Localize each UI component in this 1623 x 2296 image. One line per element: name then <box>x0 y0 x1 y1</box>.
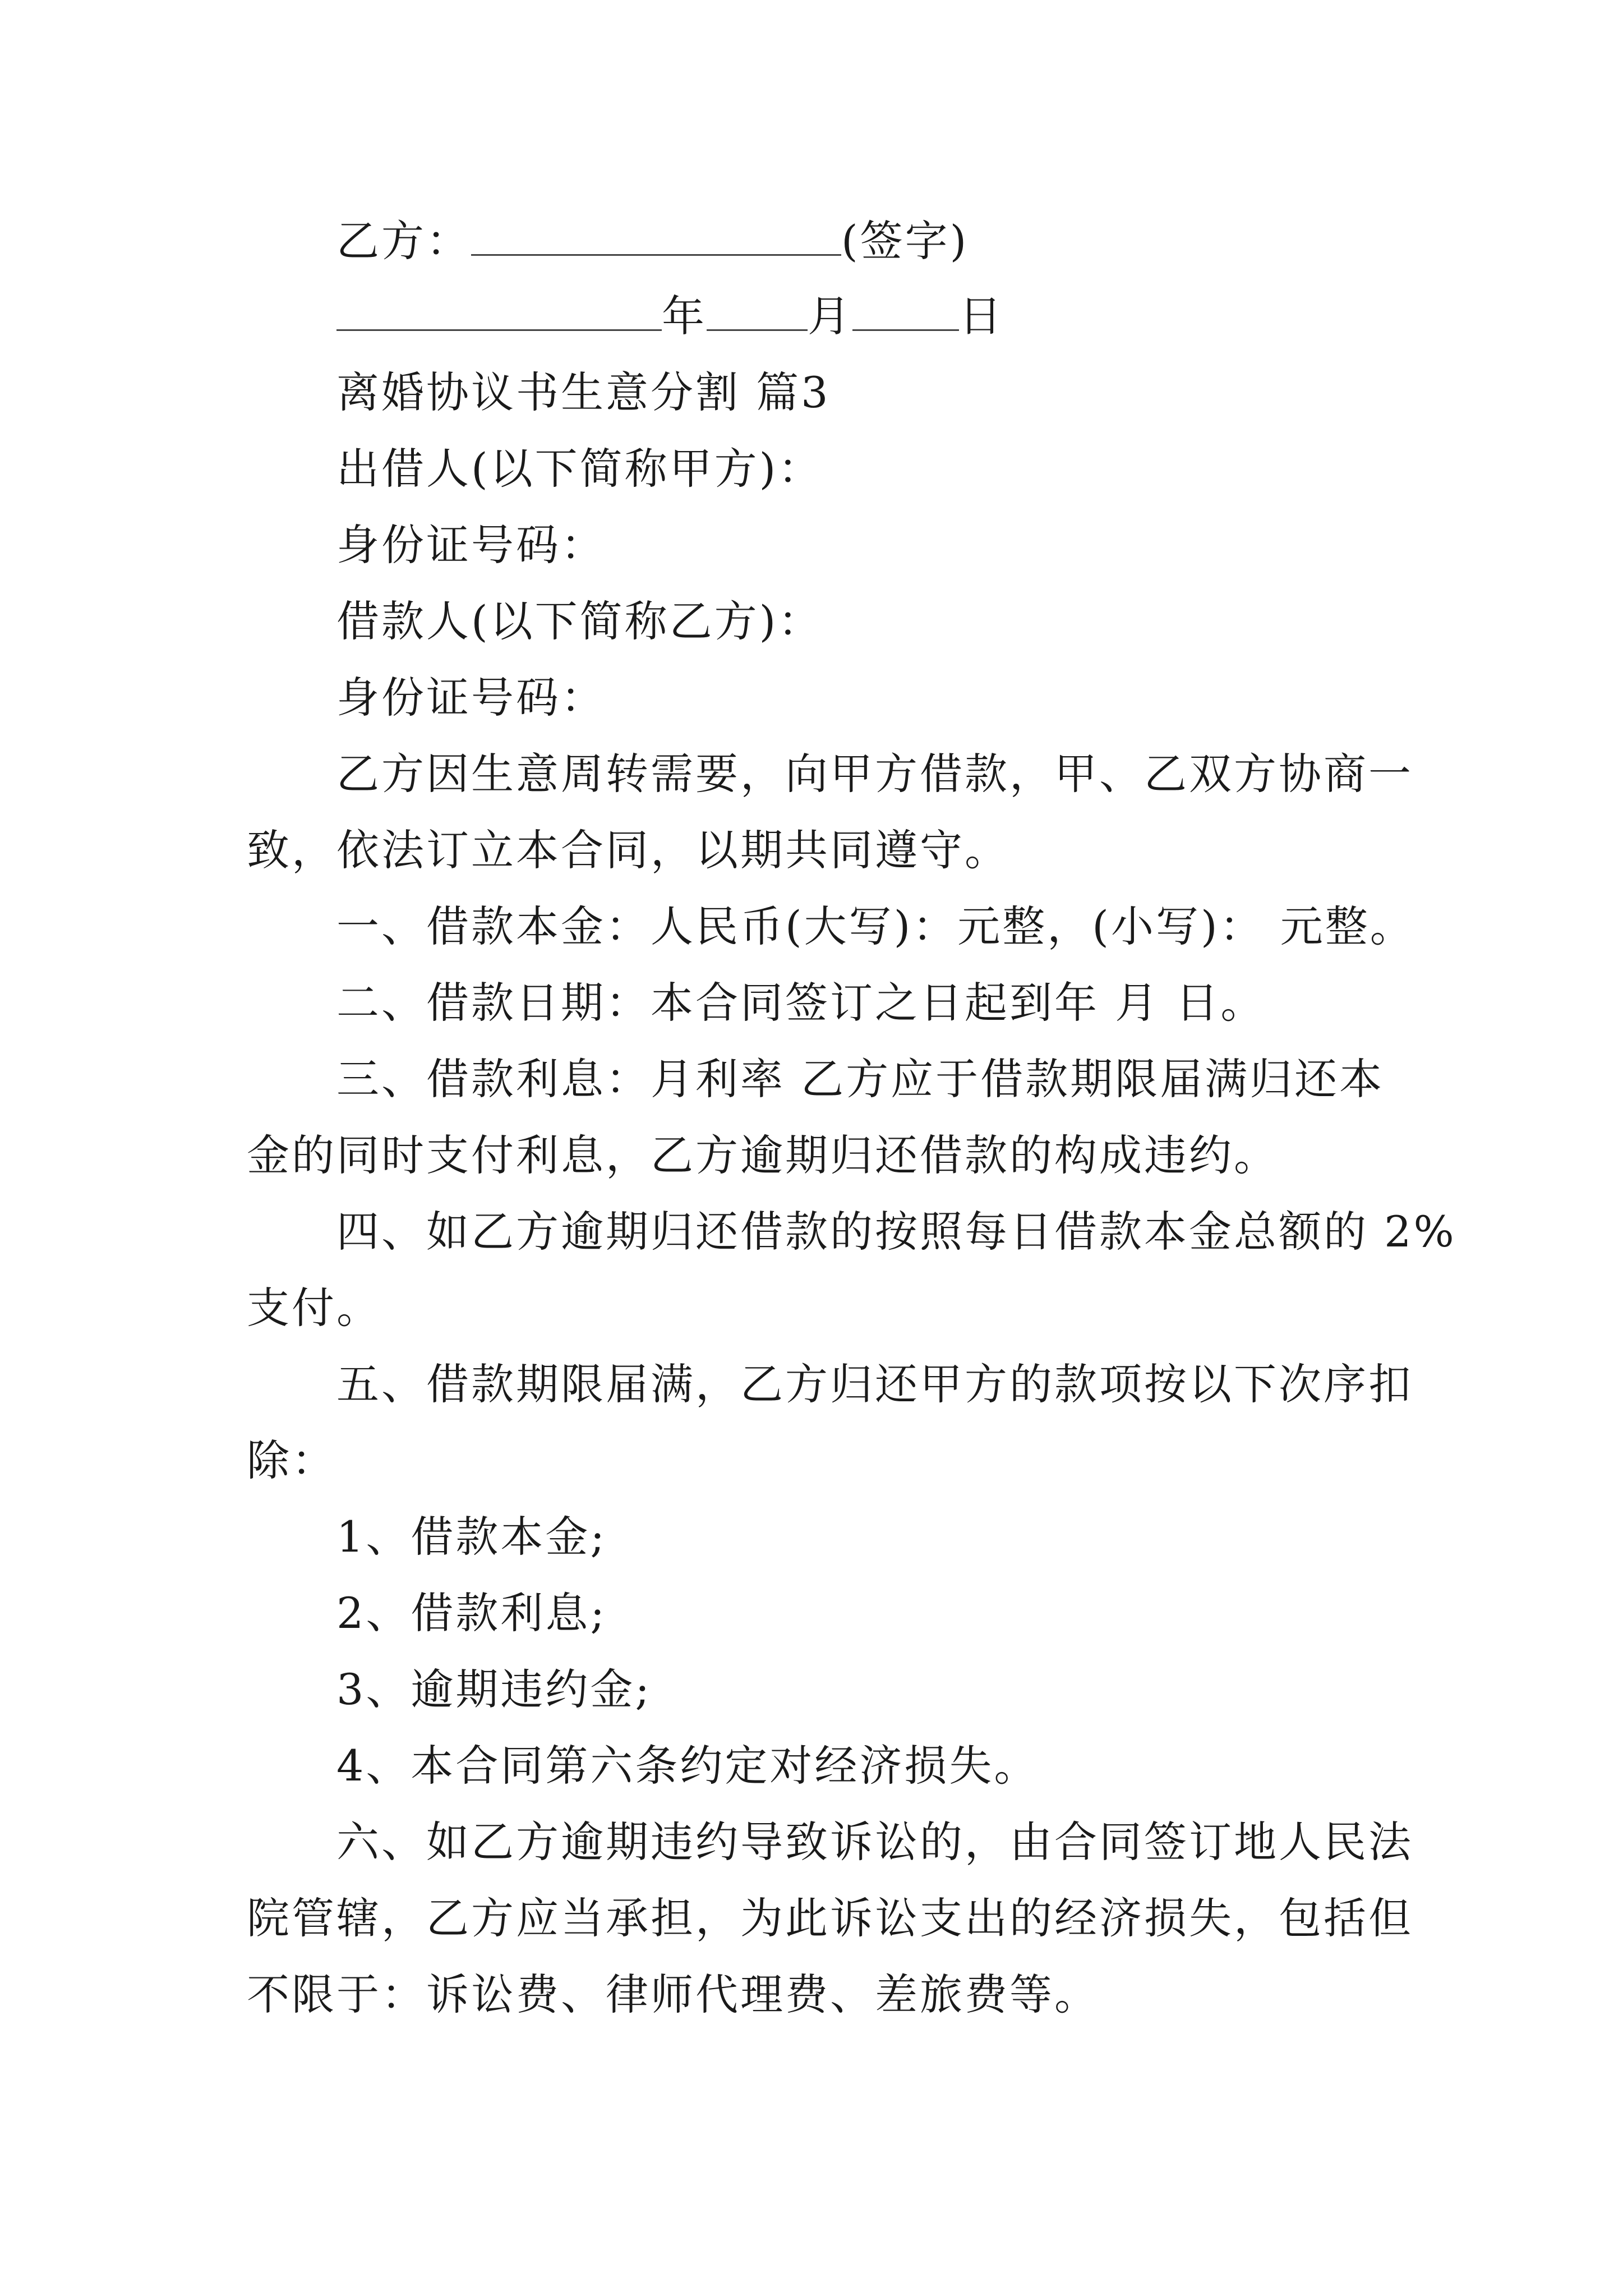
clause-4-line-1: 四、如乙方逾期归还借款的按照每日借款本金总额的 2% <box>336 1207 1456 1257</box>
year-blank <box>336 290 662 331</box>
intro-line-1: 乙方因生意周转需要，向甲方借款，甲、乙双方协商一 <box>336 749 1413 799</box>
month-blank <box>707 290 808 331</box>
list-item-4: 4、本合同第六条约定对经济损失。 <box>336 1741 1039 1791</box>
list-item-1: 1、借款本金; <box>336 1512 607 1562</box>
clause-6-line-3: 不限于：诉讼费、律师代理费、差旅费等。 <box>247 1970 1099 2019</box>
clause-2: 二、借款日期：本合同签订之日起到年 月 日。 <box>336 978 1266 1028</box>
section-title: 离婚协议书生意分割 篇3 <box>336 367 831 417</box>
signature-line <box>336 213 969 269</box>
list-item-3: 3、逾期违约金; <box>336 1664 652 1714</box>
borrower-label: 借款人(以下简称乙方)： <box>336 596 823 646</box>
clause-4-line-2: 支付。 <box>247 1283 381 1333</box>
clause-6-line-2: 院管辖，乙方应当承担，为此诉讼支出的经济损失，包括但 <box>247 1893 1413 1943</box>
intro-line-2: 致，依法订立本合同，以期共同遵守。 <box>247 825 1009 875</box>
clause-6-line-1: 六、如乙方逾期违约导致诉讼的，由合同签订地人民法 <box>336 1817 1413 1867</box>
party-b-label: 乙方： <box>336 216 471 266</box>
lender-label: 出借人(以下简称甲方)： <box>336 444 823 494</box>
day-blank <box>852 290 959 331</box>
clause-5-line-1: 五、借款期限届满，乙方归还甲方的款项按以下次序扣 <box>336 1359 1413 1409</box>
clause-3-line-2: 金的同时支付利息，乙方逾期归还借款的构成违约。 <box>247 1130 1279 1180</box>
borrower-id-label: 身份证号码： <box>336 673 606 723</box>
clause-3-line-1: 三、借款利息：月利率 乙方应于借款期限届满归还本 <box>336 1054 1385 1104</box>
date-line <box>336 288 1004 344</box>
day-label: 日 <box>959 291 1004 341</box>
signature-blank <box>471 215 841 256</box>
sign-note: (签字) <box>841 216 969 266</box>
year-label: 年 <box>662 291 707 341</box>
clause-5-line-2: 除： <box>247 1435 336 1485</box>
lender-id-label: 身份证号码： <box>336 520 606 570</box>
month-label: 月 <box>808 291 852 341</box>
list-item-2: 2、借款利息; <box>336 1588 607 1638</box>
clause-1: 一、借款本金：人民币(大写)：元整，(小写)： 元整。 <box>336 901 1415 951</box>
